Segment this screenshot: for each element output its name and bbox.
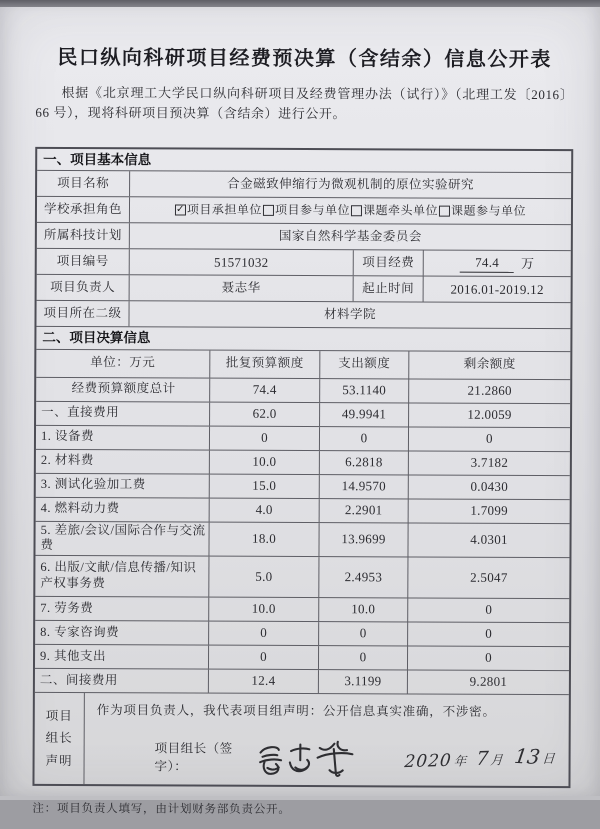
- budget-approved: 18.0: [208, 522, 318, 556]
- table-row-project-name: [37, 171, 571, 199]
- scan-edge-top: [0, 0, 600, 7]
- budget-approved: 12.4: [208, 669, 318, 692]
- budget-row-label: 经费预算额度总计: [71, 381, 176, 396]
- budget-remaining: 0: [407, 598, 569, 622]
- budget-row-testing: [36, 473, 570, 499]
- budget-spent: 0: [318, 646, 407, 669]
- budget-remaining: 0: [408, 427, 570, 451]
- budget-row-label: 二、间接费用: [39, 672, 118, 687]
- college-label: 项目所在二级: [43, 306, 122, 321]
- handwritten-date: [403, 743, 559, 772]
- budget-row-indirect: [35, 669, 569, 695]
- budget-spent: 6.2818: [319, 451, 408, 474]
- duration-label: 起止时间: [353, 277, 423, 302]
- budget-remaining: 12.0059: [408, 403, 570, 427]
- budget-approved: 62.0: [209, 402, 319, 425]
- budget-remaining: 21.2860: [408, 379, 570, 403]
- funds-label: 项目经费: [353, 251, 423, 276]
- funds-value-cell: [423, 251, 571, 277]
- college-value: 材料学院: [128, 302, 570, 329]
- pi-value: 聂志华: [129, 276, 353, 302]
- budget-row-label: 5. 差旅/会议/国际合作与交流费: [40, 522, 206, 553]
- budget-row-materials: [36, 449, 570, 475]
- option-topic-participant: [439, 204, 526, 219]
- budget-approved: 0: [209, 426, 319, 449]
- budget-spent: 53.1140: [319, 379, 408, 402]
- budget-row-label: 3. 测试化验加工费: [40, 477, 146, 492]
- budget-spent: 0: [319, 427, 408, 450]
- option-project-undertaker: [175, 203, 262, 218]
- budget-spent: 2.2901: [319, 499, 408, 522]
- budget-approved: 5.0: [208, 556, 318, 596]
- checkbox-unchecked-icon: [439, 206, 450, 217]
- budget-row-label: 一、直接费用: [41, 405, 120, 420]
- budget-row-expert: [35, 621, 569, 647]
- school-role-label: 学校承担角色: [43, 202, 123, 217]
- program-value: 国家自然科学基金委员会: [129, 224, 571, 251]
- budget-row-label: 9. 其他支出: [40, 648, 107, 663]
- checkbox-checked-icon: ✓: [175, 203, 185, 215]
- budget-col-unit: 单位：万元: [90, 355, 156, 370]
- budget-remaining: 0.0430: [408, 475, 570, 499]
- option-label: 课题牵头单位: [362, 203, 439, 219]
- signature-field-label: 项目组长（签字）：: [154, 741, 233, 774]
- checkbox-unchecked-icon: [351, 206, 362, 217]
- option-topic-lead: [351, 204, 438, 219]
- budget-remaining: 1.7099: [408, 499, 570, 523]
- budget-approved: 0: [208, 645, 318, 668]
- declaration-row: [34, 693, 568, 786]
- date-month: 7: [475, 747, 489, 770]
- date-month-unit: 月: [489, 751, 503, 768]
- page-title: 民口纵向科研项目经费预决算（含结余）信息公开表: [57, 46, 552, 72]
- budget-spent: 10.0: [318, 598, 407, 621]
- declaration-body: [84, 693, 568, 786]
- signature-row: [97, 734, 559, 780]
- table-row-program: [37, 223, 571, 251]
- budget-header-row: [36, 349, 570, 379]
- budget-col-approved: 批复预算额度: [209, 350, 319, 377]
- date-day-unit: 日: [541, 750, 555, 766]
- budget-row-label: 2. 材料费: [40, 453, 94, 468]
- project-no-value: 51571032: [129, 250, 353, 276]
- section-budget-heading: 二、项目决算信息: [36, 327, 570, 352]
- budget-spent: 14.9570: [319, 475, 408, 498]
- section-basic-info-heading: 一、项目基本信息: [37, 149, 571, 174]
- budget-spent: 0: [318, 622, 407, 645]
- budget-row-travel: [35, 521, 569, 558]
- disclosure-table: [32, 147, 573, 788]
- budget-remaining: 2.5047: [407, 557, 569, 598]
- budget-approved: 0: [208, 621, 318, 644]
- budget-row-direct: [36, 401, 570, 427]
- declaration-label: [34, 693, 84, 784]
- budget-col-remaining: 剩余额度: [408, 351, 570, 379]
- funds-amount: 74.4: [460, 255, 514, 272]
- budget-spent: 13.9699: [318, 523, 407, 557]
- duration-value: 2016.01-2019.12: [423, 277, 571, 303]
- budget-approved: 74.4: [209, 378, 319, 401]
- budget-approved: 15.0: [209, 474, 319, 497]
- pi-label: 项目负责人: [50, 280, 116, 295]
- budget-col-spent: 支出额度: [319, 351, 408, 378]
- budget-remaining: 0: [407, 646, 569, 670]
- budget-row-total: [36, 377, 570, 403]
- document-page: [32, 41, 573, 829]
- declaration-label-line: 组长: [45, 730, 73, 746]
- budget-row-label: 7. 劳务费: [40, 600, 94, 615]
- funds-unit: 万: [521, 255, 535, 271]
- budget-spent: 3.1199: [318, 670, 407, 693]
- budget-row-labor: [35, 597, 569, 623]
- table-row-school-role: [37, 197, 571, 225]
- table-row-college: [36, 301, 570, 329]
- checkbox-unchecked-icon: [263, 205, 274, 216]
- budget-spent: 49.9941: [319, 403, 408, 426]
- scan-edge-bottom: [0, 796, 600, 800]
- budget-approved: 10.0: [208, 597, 318, 620]
- date-year-unit: 年: [452, 752, 467, 769]
- handwritten-signature: [254, 734, 359, 783]
- budget-row-label: 1. 设备费: [40, 429, 95, 444]
- budget-row-equipment: [36, 425, 570, 451]
- project-no-label: 项目编号: [56, 254, 109, 269]
- budget-remaining: 9.2801: [407, 670, 569, 694]
- project-name-label: 项目名称: [57, 176, 110, 191]
- budget-spent: 2.4953: [318, 557, 407, 597]
- budget-approved: 4.0: [209, 498, 319, 521]
- declaration-label-line: 声明: [45, 753, 73, 768]
- program-label: 所属科技计划: [43, 228, 122, 243]
- budget-row-other: [35, 645, 569, 671]
- option-project-participant: [263, 203, 350, 218]
- budget-remaining: 0: [407, 622, 569, 646]
- budget-remaining: 4.0301: [407, 523, 569, 557]
- school-role-options: [175, 203, 526, 220]
- budget-row-label: 8. 专家咨询费: [40, 624, 120, 639]
- budget-approved: 10.0: [209, 450, 319, 473]
- option-label: 项目承担单位: [186, 202, 262, 218]
- table-row-number-funds: [37, 249, 571, 277]
- budget-row-publication: [35, 556, 569, 599]
- budget-row-label: 6. 出版/文献/信息传播/知识产权事务费: [40, 560, 197, 591]
- date-day: 13: [512, 743, 542, 769]
- budget-remaining: 3.7182: [408, 451, 570, 475]
- date-year: 2020: [403, 750, 453, 772]
- table-row-pi-duration: [37, 275, 571, 303]
- budget-row-label: 4. 燃料动力费: [40, 501, 120, 516]
- declaration-label-line: 项目: [45, 708, 73, 723]
- option-label: 项目参与单位: [274, 203, 351, 218]
- project-name-value: 合金磁致伸缩行为微观机制的原位实验研究: [129, 172, 571, 199]
- footer-note: 注：项目负责人填写，由计划财务部负责公开。: [32, 802, 291, 816]
- declaration-statement: 作为项目负责人，我代表项目组声明：公开信息真实准确，不涉密。: [96, 703, 496, 719]
- intro-paragraph: 根据《北京理工大学民口纵向科研项目及经费管理办法（试行）》（北理工发〔2016〕66 号），现将科研项目预决算（含结余）进行公开。: [35, 84, 574, 122]
- budget-row-fuel-power: [36, 497, 570, 523]
- option-label: 课题参与单位: [450, 204, 527, 219]
